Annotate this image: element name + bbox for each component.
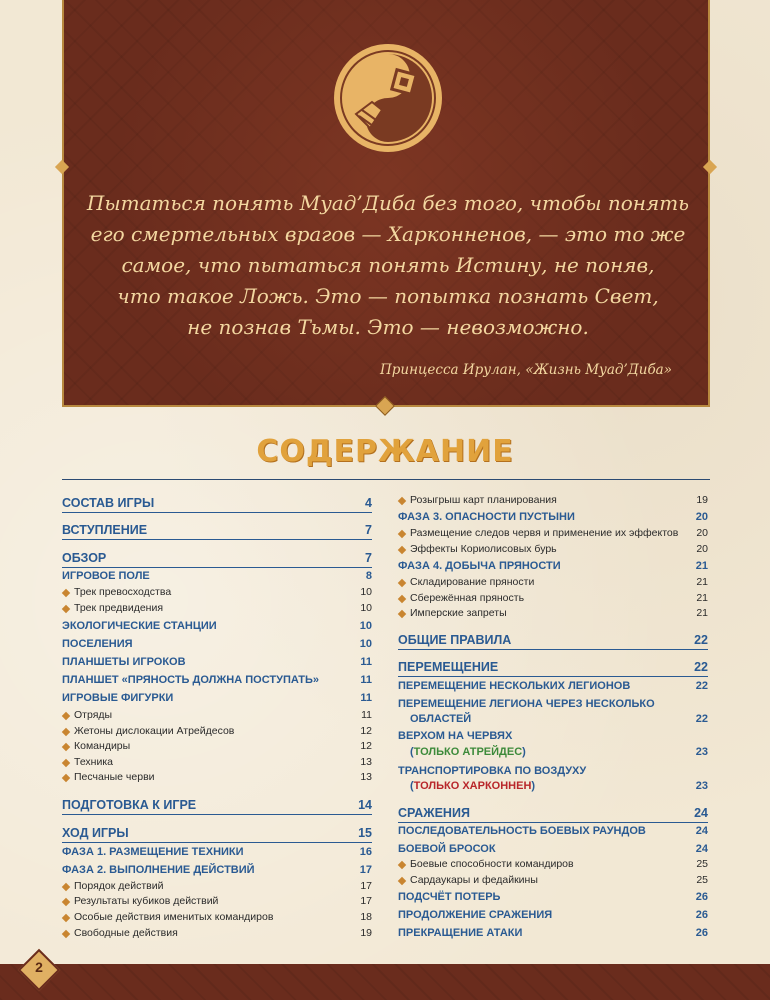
toc-entry[interactable]: СОСТАВ ИГРЫ 4 xyxy=(62,496,372,513)
quote-line: что такое Ложь. Это — попытка познать Свет, xyxy=(117,284,659,308)
toc-subentry[interactable]: Техника 13 xyxy=(62,756,372,772)
toc-subentry[interactable]: Жетоны дислокации Атрейдесов 12 xyxy=(62,725,372,741)
toc-subentry[interactable]: Боевые способности командиров 25 xyxy=(398,858,708,874)
toc-subentry[interactable]: Особые действия именитых командиров 18 xyxy=(62,911,372,927)
toc-subentry[interactable]: Имперские запреты 21 xyxy=(398,607,708,623)
toc-entry[interactable]: ПОСЛЕДОВАТЕЛЬНОСТЬ БОЕВЫХ РАУНДОВ 24 xyxy=(398,825,708,837)
toc-entry[interactable]: ВЕРХОМ НА ЧЕРВЯХ xyxy=(398,730,513,742)
toc-entry[interactable]: ПОСЕЛЕНИЯ 10 xyxy=(62,638,372,650)
toc-entry[interactable]: ПРОДОЛЖЕНИЕ СРАЖЕНИЯ 26 xyxy=(398,909,708,921)
toc-subentry[interactable]: Трек превосходства 10 xyxy=(62,586,372,602)
faction-label-harkonnen: ТОЛЬКО ХАРКОННЕН xyxy=(413,780,532,792)
toc-subentry[interactable]: Песчаные черви 13 xyxy=(62,771,372,787)
page-number: 2 xyxy=(35,959,43,975)
toc-entry[interactable]: ПЛАНШЕТ «ПРЯНОСТЬ ДОЛЖНА ПОСТУПАТЬ» 11 xyxy=(62,674,372,686)
toc-subentry[interactable]: Трек предвидения 10 xyxy=(62,602,372,618)
quote-line: его смертельных врагов — Харконненов, — это то же xyxy=(90,222,686,246)
toc-entry[interactable]: ОБЛАСТЕЙ 22 xyxy=(410,713,708,725)
toc-subentry[interactable]: Отряды 11 xyxy=(62,709,372,725)
toc-entry[interactable]: ПЕРЕМЕЩЕНИЕ НЕСКОЛЬКИХ ЛЕГИОНОВ 22 xyxy=(398,680,708,692)
toc-entry[interactable]: ПОДГОТОВКА К ИГРЕ 14 xyxy=(62,798,372,815)
toc-subentry[interactable]: Размещение следов червя и применение их эффектов 20 xyxy=(398,527,708,543)
toc-entry[interactable]: ПЕРЕМЕЩЕНИЕ ЛЕГИОНА ЧЕРЕЗ НЕСКОЛЬКО xyxy=(398,698,655,710)
toc-entry[interactable]: ФАЗА 4. ДОБЫЧА ПРЯНОСТИ 21 xyxy=(398,560,708,572)
epigraph-quote xyxy=(82,188,694,343)
toc-subentry[interactable]: Свободные действия 19 xyxy=(62,927,372,943)
page-title: СОДЕРЖАНИЕ xyxy=(256,434,514,469)
toc-subentry[interactable]: Сардаукары и федайкины 25 xyxy=(398,874,708,890)
toc-subentry[interactable]: Розыгрыш карт планирования 19 xyxy=(398,494,708,510)
quote-line: самое, что пытаться понять Истину, не поняв, xyxy=(121,253,655,277)
toc-entry[interactable]: ФАЗА 1. РАЗМЕЩЕНИЕ ТЕХНИКИ 16 xyxy=(62,846,372,858)
toc-subentry[interactable]: Командиры 12 xyxy=(62,740,372,756)
toc-entry[interactable]: ФАЗА 2. ВЫПОЛНЕНИЕ ДЕЙСТВИЙ 17 xyxy=(62,864,372,876)
toc-subentry[interactable]: Порядок действий 17 xyxy=(62,880,372,896)
title-divider xyxy=(62,479,710,480)
footer-band xyxy=(0,964,770,1000)
toc-entry[interactable]: ТРАНСПОРТИРОВКА ПО ВОЗДУХУ xyxy=(398,765,587,777)
toc-entry[interactable]: ОБЩИЕ ПРАВИЛА 22 xyxy=(398,633,708,650)
toc-entry[interactable]: ПЕРЕМЕЩЕНИЕ 22 xyxy=(398,660,708,677)
toc-subentry[interactable]: Эффекты Кориолисовых бурь 20 xyxy=(398,543,708,559)
toc-entry[interactable]: ХОД ИГРЫ 15 xyxy=(62,826,372,843)
toc-entry[interactable]: ИГРОВЫЕ ФИГУРКИ 11 xyxy=(62,692,372,704)
faction-label-atreides: ТОЛЬКО АТРЕЙДЕС xyxy=(413,746,523,758)
toc-entry[interactable]: ПРЕКРАЩЕНИЕ АТАКИ 26 xyxy=(398,927,708,939)
quote-banner xyxy=(62,0,710,407)
toc-subentry[interactable]: Складирование пряности 21 xyxy=(398,576,708,592)
toc-entry[interactable]: (ТОЛЬКО АТРЕЙДЕС) 23 xyxy=(410,746,708,758)
emblem-icon xyxy=(332,42,444,154)
toc-entry[interactable]: ЭКОЛОГИЧЕСКИЕ СТАНЦИИ 10 xyxy=(62,620,372,632)
toc-entry[interactable]: (ТОЛЬКО ХАРКОННЕН) 23 xyxy=(410,780,708,792)
quote-line: Пытаться понять Муад’Диба без того, чтобы понять xyxy=(86,191,690,215)
toc-entry[interactable]: ФАЗА 3. ОПАСНОСТИ ПУСТЫНИ 20 xyxy=(398,511,708,523)
toc-entry[interactable]: ПОДСЧЁТ ПОТЕРЬ 26 xyxy=(398,891,708,903)
quote-line: не познав Тьмы. Это — невозможно. xyxy=(187,315,589,339)
toc-entry[interactable]: БОЕВОЙ БРОСОК 24 xyxy=(398,843,708,855)
toc-entry[interactable]: ПЛАНШЕТЫ ИГРОКОВ 11 xyxy=(62,656,372,668)
toc-subentry[interactable]: Результаты кубиков действий 17 xyxy=(62,895,372,911)
toc-entry[interactable]: ИГРОВОЕ ПОЛЕ 8 xyxy=(62,570,372,582)
toc-entry[interactable]: СРАЖЕНИЯ 24 xyxy=(398,806,708,823)
toc-entry[interactable]: ОБЗОР 7 xyxy=(62,551,372,568)
toc-subentry[interactable]: Сбережённая пряность 21 xyxy=(398,592,708,608)
toc-entry[interactable]: ВСТУПЛЕНИЕ 7 xyxy=(62,523,372,540)
quote-author: Принцесса Ирулан, «Жизнь Муад’Диба» xyxy=(379,362,672,378)
